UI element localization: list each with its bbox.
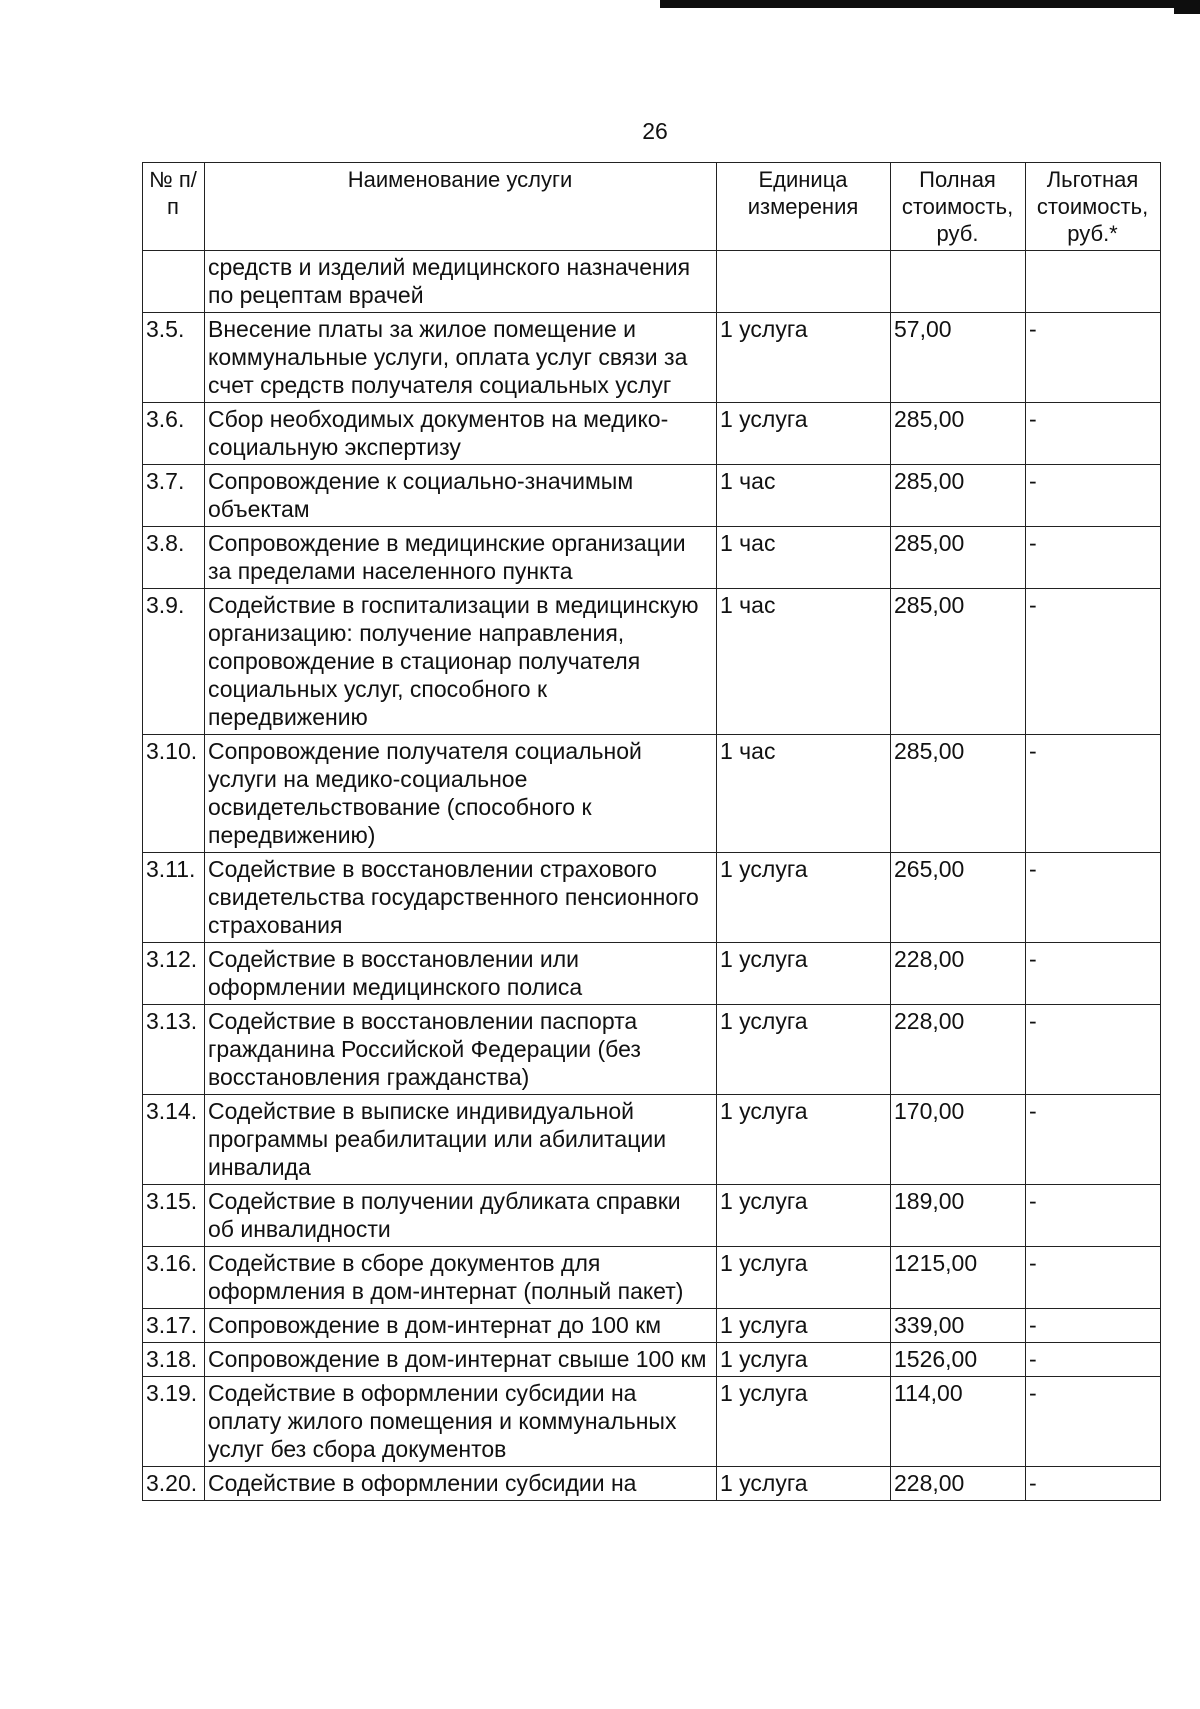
discount-price: -	[1026, 527, 1161, 589]
full-price: 339,00	[891, 1309, 1026, 1343]
row-number: 3.6.	[143, 403, 205, 465]
table-row	[143, 1185, 1161, 1247]
full-price: 285,00	[891, 465, 1026, 527]
discount-price: -	[1026, 1309, 1161, 1343]
full-price: 189,00	[891, 1185, 1026, 1247]
continuation-discount-cell	[1026, 251, 1161, 313]
unit-of-measure: 1 услуга	[717, 853, 891, 943]
table-row	[143, 465, 1161, 527]
unit-of-measure: 1 час	[717, 589, 891, 735]
service-name: Содействие в восстановлении или оформлении медицинского полиса	[205, 943, 717, 1005]
discount-price: -	[1026, 1247, 1161, 1309]
table-row	[143, 589, 1161, 735]
row-number: 3.20.	[143, 1467, 205, 1501]
full-price: 228,00	[891, 1467, 1026, 1501]
table-row	[143, 527, 1161, 589]
discount-price: -	[1026, 853, 1161, 943]
discount-price: -	[1026, 465, 1161, 527]
unit-of-measure: 1 услуга	[717, 313, 891, 403]
unit-of-measure: 1 час	[717, 465, 891, 527]
table-row	[143, 403, 1161, 465]
service-name: Сопровождение в медицинские организации за пределами населенного пункта	[205, 527, 717, 589]
discount-price: -	[1026, 1095, 1161, 1185]
header-unit: Единица измерения	[717, 163, 891, 251]
full-price: 1215,00	[891, 1247, 1026, 1309]
service-name: Сопровождение получателя социальной услуги на медико-социальное освидетельствование (способного к передвижению)	[205, 735, 717, 853]
table-row	[143, 1467, 1161, 1501]
service-name: Содействие в восстановлении страхового свидетельства государственного пенсионного страхования	[205, 853, 717, 943]
service-name: Сопровождение в дом-интернат до 100 км	[205, 1309, 717, 1343]
full-price: 285,00	[891, 735, 1026, 853]
service-name: Содействие в восстановлении паспорта гражданина Российской Федерации (без восстановления гражданства)	[205, 1005, 717, 1095]
unit-of-measure: 1 услуга	[717, 943, 891, 1005]
row-number: 3.17.	[143, 1309, 205, 1343]
full-price: 114,00	[891, 1377, 1026, 1467]
unit-of-measure: 1 услуга	[717, 403, 891, 465]
unit-of-measure: 1 час	[717, 527, 891, 589]
row-number: 3.9.	[143, 589, 205, 735]
table-row	[143, 1005, 1161, 1095]
header-service-name: Наименование услуги	[205, 163, 717, 251]
full-price: 170,00	[891, 1095, 1026, 1185]
service-name: Содействие в госпитализации в медицинскую организацию: получение направления, сопровождение в стационар получателя социальных услуг, способного к передвижению	[205, 589, 717, 735]
row-number: 3.7.	[143, 465, 205, 527]
service-name: Сбор необходимых документов на медико-социальную экспертизу	[205, 403, 717, 465]
continuation-num-cell	[143, 251, 205, 313]
header-num: № п/п	[143, 163, 205, 251]
full-price: 285,00	[891, 403, 1026, 465]
discount-price: -	[1026, 943, 1161, 1005]
unit-of-measure: 1 услуга	[717, 1467, 891, 1501]
row-number: 3.12.	[143, 943, 205, 1005]
unit-of-measure: 1 услуга	[717, 1309, 891, 1343]
row-number: 3.15.	[143, 1185, 205, 1247]
unit-of-measure: 1 услуга	[717, 1247, 891, 1309]
table-row	[143, 853, 1161, 943]
row-number: 3.5.	[143, 313, 205, 403]
unit-of-measure: 1 услуга	[717, 1095, 891, 1185]
header-full-price: Полная стоимость, руб.	[891, 163, 1026, 251]
service-name: Внесение платы за жилое помещение и коммунальные услуги, оплата услуг связи за счет средств получателя социальных услуг	[205, 313, 717, 403]
discount-price: -	[1026, 313, 1161, 403]
unit-of-measure: 1 услуга	[717, 1343, 891, 1377]
table-header-row	[143, 163, 1161, 251]
row-number: 3.18.	[143, 1343, 205, 1377]
row-number: 3.8.	[143, 527, 205, 589]
discount-price: -	[1026, 1185, 1161, 1247]
table-row	[143, 735, 1161, 853]
page-number: 26	[642, 118, 668, 144]
discount-price: -	[1026, 1005, 1161, 1095]
full-price: 285,00	[891, 589, 1026, 735]
table-row	[143, 1095, 1161, 1185]
table-row	[143, 313, 1161, 403]
full-price: 228,00	[891, 1005, 1026, 1095]
continuation-unit-cell	[717, 251, 891, 313]
full-price: 265,00	[891, 853, 1026, 943]
row-number: 3.19.	[143, 1377, 205, 1467]
discount-price: -	[1026, 589, 1161, 735]
discount-price: -	[1026, 1377, 1161, 1467]
unit-of-measure: 1 услуга	[717, 1185, 891, 1247]
services-price-table	[142, 162, 1161, 1501]
discount-price: -	[1026, 735, 1161, 853]
full-price: 1526,00	[891, 1343, 1026, 1377]
full-price: 57,00	[891, 313, 1026, 403]
row-number: 3.10.	[143, 735, 205, 853]
continuation-text: средств и изделий медицинского назначения по рецептам врачей	[205, 251, 717, 313]
table-row	[143, 1343, 1161, 1377]
continuation-full-cell	[891, 251, 1026, 313]
table-row	[143, 1247, 1161, 1309]
service-name: Содействие в получении дубликата справки об инвалидности	[205, 1185, 717, 1247]
header-discount-price: Льготная стоимость, руб.*	[1026, 163, 1161, 251]
service-name: Сопровождение к социально-значимым объектам	[205, 465, 717, 527]
row-number: 3.11.	[143, 853, 205, 943]
continuation-row	[143, 251, 1161, 313]
service-name: Содействие в оформлении субсидии на оплату жилого помещения и коммунальных услуг без сбора документов	[205, 1377, 717, 1467]
service-name: Содействие в оформлении субсидии на	[205, 1467, 717, 1501]
service-name: Содействие в выписке индивидуальной программы реабилитации или абилитации инвалида	[205, 1095, 717, 1185]
scan-edge-artifact	[660, 0, 1200, 8]
discount-price: -	[1026, 1343, 1161, 1377]
full-price: 285,00	[891, 527, 1026, 589]
service-name: Сопровождение в дом-интернат свыше 100 км	[205, 1343, 717, 1377]
row-number: 3.16.	[143, 1247, 205, 1309]
table-row	[143, 943, 1161, 1005]
full-price: 228,00	[891, 943, 1026, 1005]
discount-price: -	[1026, 1467, 1161, 1501]
service-name: Содействие в сборе документов для оформления в дом-интернат (полный пакет)	[205, 1247, 717, 1309]
unit-of-measure: 1 час	[717, 735, 891, 853]
unit-of-measure: 1 услуга	[717, 1377, 891, 1467]
table-row	[143, 1309, 1161, 1343]
discount-price: -	[1026, 403, 1161, 465]
row-number: 3.14.	[143, 1095, 205, 1185]
table-row	[143, 1377, 1161, 1467]
unit-of-measure: 1 услуга	[717, 1005, 891, 1095]
row-number: 3.13.	[143, 1005, 205, 1095]
